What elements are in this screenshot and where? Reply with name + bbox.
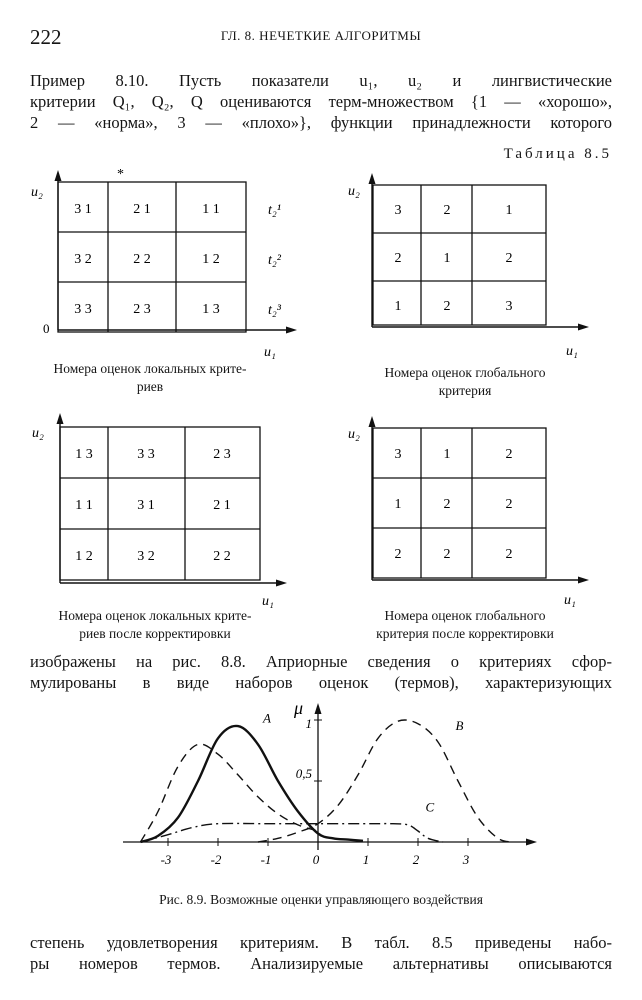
cell-value: 2 <box>394 547 402 562</box>
grid-panel-global <box>346 165 591 365</box>
x-tick-label: 2 <box>412 852 420 867</box>
series-label: A <box>263 710 271 726</box>
arrow-right-icon <box>286 327 297 334</box>
cell-value: 3 2 <box>74 252 92 267</box>
caption-line: риев после корректировки <box>79 626 231 641</box>
arrow-up-icon <box>315 703 322 714</box>
text-line: критерии Q₁, Q₂, Q оцениваются терм-множеством {1 — «хорошо», <box>30 92 612 111</box>
intro-paragraph <box>30 70 612 133</box>
cell-value: 1 2 <box>202 252 220 267</box>
cell-value: 2 3 <box>213 447 231 462</box>
cell-value: 1 <box>394 299 402 314</box>
cell-value: 1 2 <box>75 549 93 564</box>
cell-value: 1 <box>443 447 451 462</box>
y-tick-label: 1 <box>305 716 312 731</box>
page-number: 222 <box>30 25 62 49</box>
x-tick-label: -1 <box>260 852 272 867</box>
grid-panel-global-corrected <box>346 408 591 608</box>
membership-chart <box>0 690 642 885</box>
cell-value: 2 2 <box>213 549 231 564</box>
asterisk-marker: * <box>117 167 124 182</box>
cell-value: 1 3 <box>202 302 220 317</box>
origin-label: 0 <box>43 321 50 336</box>
text-line: мулированы в виде наборов оценок (термов), характеризующих <box>30 673 612 692</box>
cell-value: 1 <box>394 497 402 512</box>
panel-caption <box>20 607 290 643</box>
axis-label-u2: u₂ <box>348 427 360 442</box>
cell-value: 2 3 <box>133 302 151 317</box>
series-label: C <box>425 799 435 815</box>
caption-line: риев <box>136 379 164 394</box>
axis-label-u2: u₂ <box>32 426 44 441</box>
cell-value: 2 1 <box>213 498 231 513</box>
cell-value: 1 1 <box>75 498 93 513</box>
cell-value: 3 3 <box>74 302 92 317</box>
axis-label-u2: u₂ <box>348 184 360 199</box>
panel-caption <box>20 360 280 396</box>
axis-label-u1: u₁ <box>566 344 578 359</box>
caption-line: Номера оценок глобального <box>384 608 546 623</box>
cell-value: 2 <box>443 547 451 562</box>
series-line-unnamed <box>141 744 319 842</box>
arrow-right-icon <box>526 839 537 846</box>
y-axis-label: μ <box>294 698 304 718</box>
row-term-label: t₂² <box>268 253 281 268</box>
cell-value: 1 <box>443 251 451 266</box>
page-header <box>30 25 612 49</box>
x-tick-label: -2 <box>210 852 222 867</box>
axis-label-u1: u₁ <box>262 594 274 609</box>
cell-value: 3 <box>394 447 402 462</box>
cell-value: 3 2 <box>137 549 155 564</box>
arrow-up-icon <box>369 416 376 427</box>
axis-label-u2: u₂ <box>31 185 43 200</box>
x-tick-label: -3 <box>160 852 172 867</box>
figure-caption: Рис. 8.9. Возможные оценки управляющего воздействия <box>159 892 483 907</box>
text-line: ры номеров термов. Анализируемые альтернативы описываются <box>30 954 612 973</box>
cell-value: 3 1 <box>74 202 92 217</box>
running-head: ГЛ. 8. НЕЧЕТКИЕ АЛГОРИТМЫ <box>220 28 422 43</box>
row-term-label: t₂¹ <box>268 203 281 218</box>
arrow-up-icon <box>55 170 62 181</box>
middle-paragraph <box>30 651 612 693</box>
y-tick-label: 0,5 <box>295 766 312 781</box>
cell-value: 2 <box>443 203 451 218</box>
x-tick-label: 1 <box>362 852 370 867</box>
table-title: Таблица 8.5 <box>503 146 612 162</box>
caption-line: Номера оценок глобального <box>384 365 546 380</box>
caption-line: критерия после корректировки <box>376 626 554 641</box>
grid-panel-local-corrected <box>30 405 290 610</box>
cell-value: 2 <box>443 299 451 314</box>
arrow-up-icon <box>57 413 64 424</box>
x-tick-label: 0 <box>312 852 320 867</box>
cell-value: 3 1 <box>137 498 155 513</box>
caption-line: критерия <box>438 383 492 398</box>
series-line-a <box>141 726 364 842</box>
cell-value: 2 <box>394 251 402 266</box>
panel-caption <box>320 607 610 643</box>
cell-value: 1 <box>505 203 513 218</box>
panel-caption <box>340 364 590 400</box>
series-label: B <box>455 717 464 733</box>
axis-label-u1: u₁ <box>264 345 276 360</box>
cell-value: 2 <box>443 497 451 512</box>
cell-value: 3 <box>394 203 402 218</box>
text-line: изображены на рис. 8.8. Априорные сведения о критериях сфор- <box>30 652 612 671</box>
cell-value: 2 <box>505 497 513 512</box>
text-line: степень удовлетворения критериям. В табл. 8.5 приведены набо- <box>30 933 612 952</box>
arrow-right-icon <box>578 324 589 331</box>
cell-value: 2 <box>505 251 513 266</box>
arrow-right-icon <box>578 577 589 584</box>
arrow-up-icon <box>369 173 376 184</box>
axis-label-u1: u₁ <box>564 593 576 608</box>
cell-value: 2 2 <box>133 252 151 267</box>
cell-value: 2 <box>505 447 513 462</box>
closing-paragraph <box>30 932 612 974</box>
text-line: 2 — «норма», 3 — «плохо»}, функции принадлежности которого <box>30 113 612 132</box>
cell-value: 2 1 <box>133 202 151 217</box>
caption-line: Номера оценок локальных крите- <box>58 608 252 623</box>
row-term-label: t₂³ <box>268 303 281 318</box>
x-tick-label: 3 <box>462 852 470 867</box>
caption-line: Номера оценок локальных крите- <box>53 361 247 376</box>
text-line: Пример 8.10. Пусть показатели u₁, u₂ и лингвистические <box>30 71 612 90</box>
cell-value: 3 <box>505 299 513 314</box>
cell-value: 2 <box>505 547 513 562</box>
cell-value: 1 3 <box>75 447 93 462</box>
grid-panel-local <box>28 162 298 362</box>
cell-value: 1 1 <box>202 202 220 217</box>
arrow-right-icon <box>276 580 287 587</box>
series-line-c <box>141 823 444 842</box>
cell-value: 3 3 <box>137 447 155 462</box>
